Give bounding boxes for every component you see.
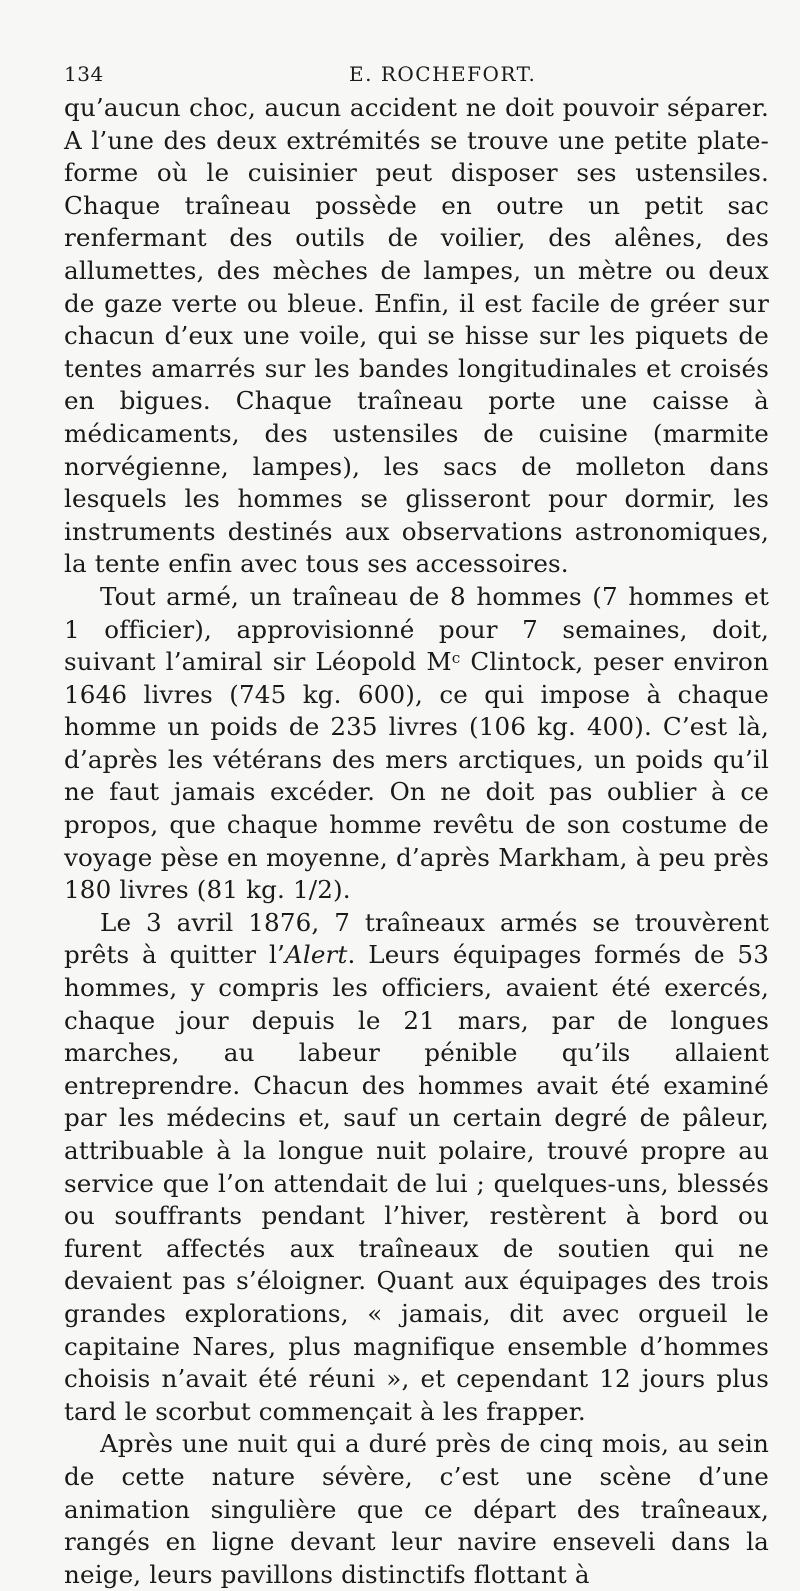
paragraph-3	[64, 907, 769, 1429]
paragraph-2-start: Tout armé, un traîneau de 8 hommes (7 hommes et 1 officier), approvisionné pour 7 semaines, doit, suivant l’amiral sir Léopold M	[64, 581, 769, 677]
page-number: 134	[64, 62, 104, 86]
paragraph-1: qu’aucun choc, aucun accident ne doit pouvoir séparer. A l’une des deux extrémités se trouve une petite plate-forme où le cuisinier peut disposer ses ustensiles. Chaque traîneau possède en outre un petit sac renfermant des outils de voilier, des alênes, des allumettes, des mèches de lampes, un mètre ou deux de gaze verte ou bleue. Enfin, il est facile de gréer sur chacun d’eux une voile, qui se hisse sur les piquets de tentes amarrés sur les bandes longitudinales et croisés en bigues. Chaque traîneau porte une caisse à médicaments, des ustensiles de cuisine (marmite norvégienne, lampes), les sacs de molleton dans lesquels les hommes se glisseront pour dormir, les instruments destinés aux observations astronomiques, la tente enfin avec tous ses accessoires.	[64, 93, 769, 579]
superscript-c: c	[451, 649, 461, 668]
page-header	[64, 62, 769, 92]
paragraph-3-end: . Leurs équipages formés de 53 hommes, y compris les officiers, avaient été exercés, chaque jour depuis le 21 mars, par de longues marches, au labeur pénible qu’ils allaient entreprendre. Chacun des hommes avait été examiné par les médecins et, sauf un certain degré de pâleur, attribuable à la longue nuit polaire, trouvé propre au service que l’on attendait de lui ; quelques-uns, blessés ou souffrants pendant l’hiver, restèrent à bord ou furent affectés aux traîneaux de soutien qui ne devaient pas s’éloigner. Quant aux équipages des trois grandes explorations, « jamais, dit avec orgueil le capitaine Nares, plus magnifique ensemble d’hommes choisis n’avait été réuni », et cependant 12 jours plus tard le scorbut commençait à les frapper.	[64, 940, 769, 1426]
ship-name-alert: Alert	[284, 940, 348, 970]
book-page	[64, 62, 769, 1591]
body-text	[64, 92, 769, 1591]
paragraph-4: Après une nuit qui a duré près de cinq mois, au sein de cette nature sévère, c’est une scène d’une animation singulière que ce départ des traîneaux, rangés en ligne devant leur navire enseveli dans la neige, leurs pavillons distinctifs flottant à	[64, 1429, 769, 1589]
paragraph-2	[64, 581, 769, 907]
paragraph-2-end: Clintock, peser environ 1646 livres (745 kg. 600), ce qui impose à chaque homme un poids de 235 livres (106 kg. 400). C’est là, d’après les vétérans des mers arctiques, un poids qu’il ne faut jamais excéder. On ne doit pas oublier à ce propos, que chaque homme revêtu de son costume de voyage pèse en moyenne, d’après Markham, à peu près 180 livres (81 kg. 1/2).	[64, 647, 769, 905]
paragraph-3-start: Le 3 avril 1876, 7 traîneaux armés se trouvèrent prêts à quitter l’	[64, 907, 769, 970]
running-head: E. ROCHEFORT.	[349, 62, 537, 86]
